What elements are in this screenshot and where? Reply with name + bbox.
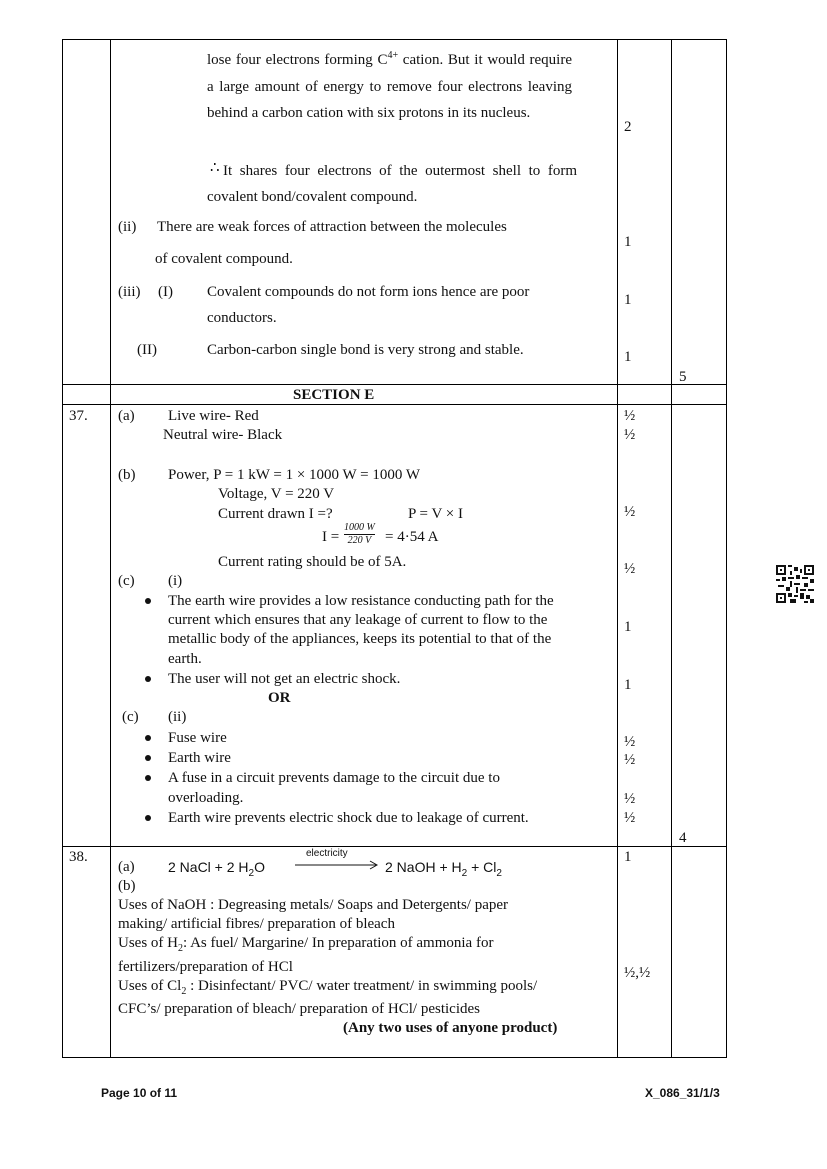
page-number: Page 10 of 11 — [101, 1086, 178, 1100]
q37-a-line2: Neutral wire- Black — [163, 427, 283, 443]
qr-code-icon — [776, 565, 814, 603]
q37-b-label: (b) — [118, 467, 136, 483]
q37-c-label: (c) — [118, 573, 135, 589]
q38-h2-line1: Uses of $H_2$: As fuel/ Margarine/ In preparation of ammonia for — [118, 935, 494, 954]
label-iii-I: (I) — [158, 284, 173, 300]
label-iii: (iii) — [118, 284, 141, 300]
q37-ii-bullet4: Earth wire prevents electric shock due to leakage of current. — [168, 810, 529, 826]
table-border-bottom — [62, 1057, 727, 1058]
label-ii: (ii) — [118, 219, 137, 235]
table-border-right — [726, 39, 727, 1058]
row-divider-q38 — [62, 846, 727, 847]
q37-a-marks1: ½ — [624, 408, 636, 424]
reaction-arrow-icon — [294, 860, 380, 870]
fraction-denominator: 220 V — [347, 535, 372, 546]
q38-cl2-line2: CFC’s/ preparation of bleach/ preparation of HCl/ pesticides — [118, 1001, 480, 1017]
therefore-symbol: ∴ — [210, 160, 220, 176]
q37-c-bullet1-marks: 1 — [624, 619, 632, 635]
table-border-left — [62, 39, 63, 1058]
col-divider-2 — [617, 39, 618, 1058]
q37-c-bullet2: The user will not get an electric shock. — [168, 671, 401, 687]
q38-naoh-line2: making/ artificial fibres/ preparation of bleach — [118, 916, 395, 932]
q37-b-formula: P = V × I — [408, 506, 463, 522]
q37-ii-bullet3-line1: A fuse in a circuit prevents damage to the circuit due to — [168, 770, 500, 786]
total-q37: 4 — [679, 830, 687, 846]
q37-ii-marks2: ½ — [624, 752, 636, 768]
marks-iii-I: 1 — [624, 292, 632, 308]
document-code: X_086_31/1/3 — [645, 1086, 720, 1100]
q37-b-power: Power, P = 1 kW = 1 × 1000 W = 1000 W — [168, 467, 420, 483]
q37-c-bullet1-line1: The earth wire provides a low resistance conducting path for the — [168, 593, 554, 609]
q38-a-marks: 1 — [624, 849, 632, 865]
q37-number: 37. — [69, 408, 88, 424]
q38-number: 38. — [69, 849, 88, 865]
q37-ii-bullet2: Earth wire — [168, 750, 231, 766]
q38-b-marks: ½,½ — [624, 965, 651, 981]
col-divider-3 — [671, 39, 672, 1058]
total-q36: 5 — [679, 369, 687, 385]
marks-ii: 1 — [624, 234, 632, 250]
col-divider-1 — [110, 39, 111, 1058]
q37-c-bullet1-line3: metallic body of the appliances, keeps its potential to that of the — [168, 631, 552, 647]
q37-b-marks2: ½ — [624, 561, 636, 577]
q37-ii-bullet1: Fuse wire — [168, 730, 227, 746]
q37-ii-marks1: ½ — [624, 734, 636, 750]
q37-a-marks2: ½ — [624, 427, 636, 443]
q37-b-voltage: Voltage, V = 220 V — [218, 486, 335, 502]
q37-b-i-eq: I = — [322, 529, 340, 545]
q38-note: (Any two uses of anyone product) — [343, 1020, 558, 1036]
table-border-top — [62, 39, 727, 40]
ii-line1: There are weak forces of attraction between the molecules — [157, 219, 507, 235]
q38-cl2-line1: Uses of $Cl_2$ : Disinfectant/ PVC/ water treatment/ in swimming pools/ — [118, 978, 538, 997]
q37-a-line1: Live wire- Red — [168, 408, 259, 424]
q37-ii-bullet3-line2: overloading. — [168, 790, 244, 806]
label-iii-II: (II) — [137, 342, 157, 358]
q38-b-label: (b) — [118, 878, 136, 894]
q38-naoh-line1: Uses of NaOH : Degreasing metals/ Soaps and Detergents/ paper — [118, 897, 509, 913]
bullet — [145, 735, 151, 741]
q37-c2-label: (c) — [122, 709, 139, 725]
q37-b-fraction — [344, 522, 375, 547]
q37-c-ii-label: (ii) — [168, 709, 187, 725]
reaction-arrow-label: electricity — [306, 848, 348, 859]
q37-b-current: Current drawn I =? — [218, 506, 333, 522]
q37-c-bullet2-marks: 1 — [624, 677, 632, 693]
q38-eq-left: 2 NaCl + 2 $H_2O$ — [168, 859, 265, 879]
bullet — [145, 598, 151, 604]
q37-c-bullet1-line4: earth. — [168, 651, 202, 667]
marks-iii-II: 1 — [624, 349, 632, 365]
q37-c-i-label: (i) — [168, 573, 183, 589]
row-divider-section-e-top — [62, 384, 727, 385]
iii-I-line1: Covalent compounds do not form ions hence are poor — [207, 284, 530, 300]
q37-b-result: = 4·54 A — [385, 529, 439, 545]
iii-I-line2: conductors. — [207, 310, 277, 326]
bullet — [145, 676, 151, 682]
para-shares-electrons: It shares four electrons of the outermost shell to form covalent bond/covalent compound. — [207, 163, 577, 205]
fraction-numerator: 1000 W — [344, 522, 375, 533]
para-carbon-cation: lose four electrons forming $C^{4+}$ cation. But it would require a large amount of energy to remove four electrons leaving behind a carbon cation with six protons in its nucleus. — [207, 50, 572, 121]
row-divider-section-e-bottom — [62, 404, 727, 405]
q38-eq-right: 2 NaOH + $H_2 + Cl_2$ — [385, 859, 502, 879]
ii-line2: of covalent compound. — [155, 251, 293, 267]
section-e-title: SECTION E — [293, 387, 375, 403]
q37-ii-marks3: ½ — [624, 791, 636, 807]
q37-a-label: (a) — [118, 408, 135, 424]
iii-II-text: Carbon-carbon single bond is very strong and stable. — [207, 342, 524, 358]
q38-h2-line2: fertilizers/preparation of HCl — [118, 959, 293, 975]
bullet — [145, 815, 151, 821]
q37-or: OR — [268, 690, 291, 706]
q38-a-label: (a) — [118, 859, 135, 875]
q37-b-marks1: ½ — [624, 504, 636, 520]
bullet — [145, 775, 151, 781]
q37-ii-marks4: ½ — [624, 810, 636, 826]
q37-b-rating: Current rating should be of 5A. — [218, 554, 407, 570]
bullet — [145, 755, 151, 761]
q37-c-bullet1-line2: current which ensures that any leakage of current to flow to the — [168, 612, 548, 628]
marks-para1: 2 — [624, 119, 632, 135]
